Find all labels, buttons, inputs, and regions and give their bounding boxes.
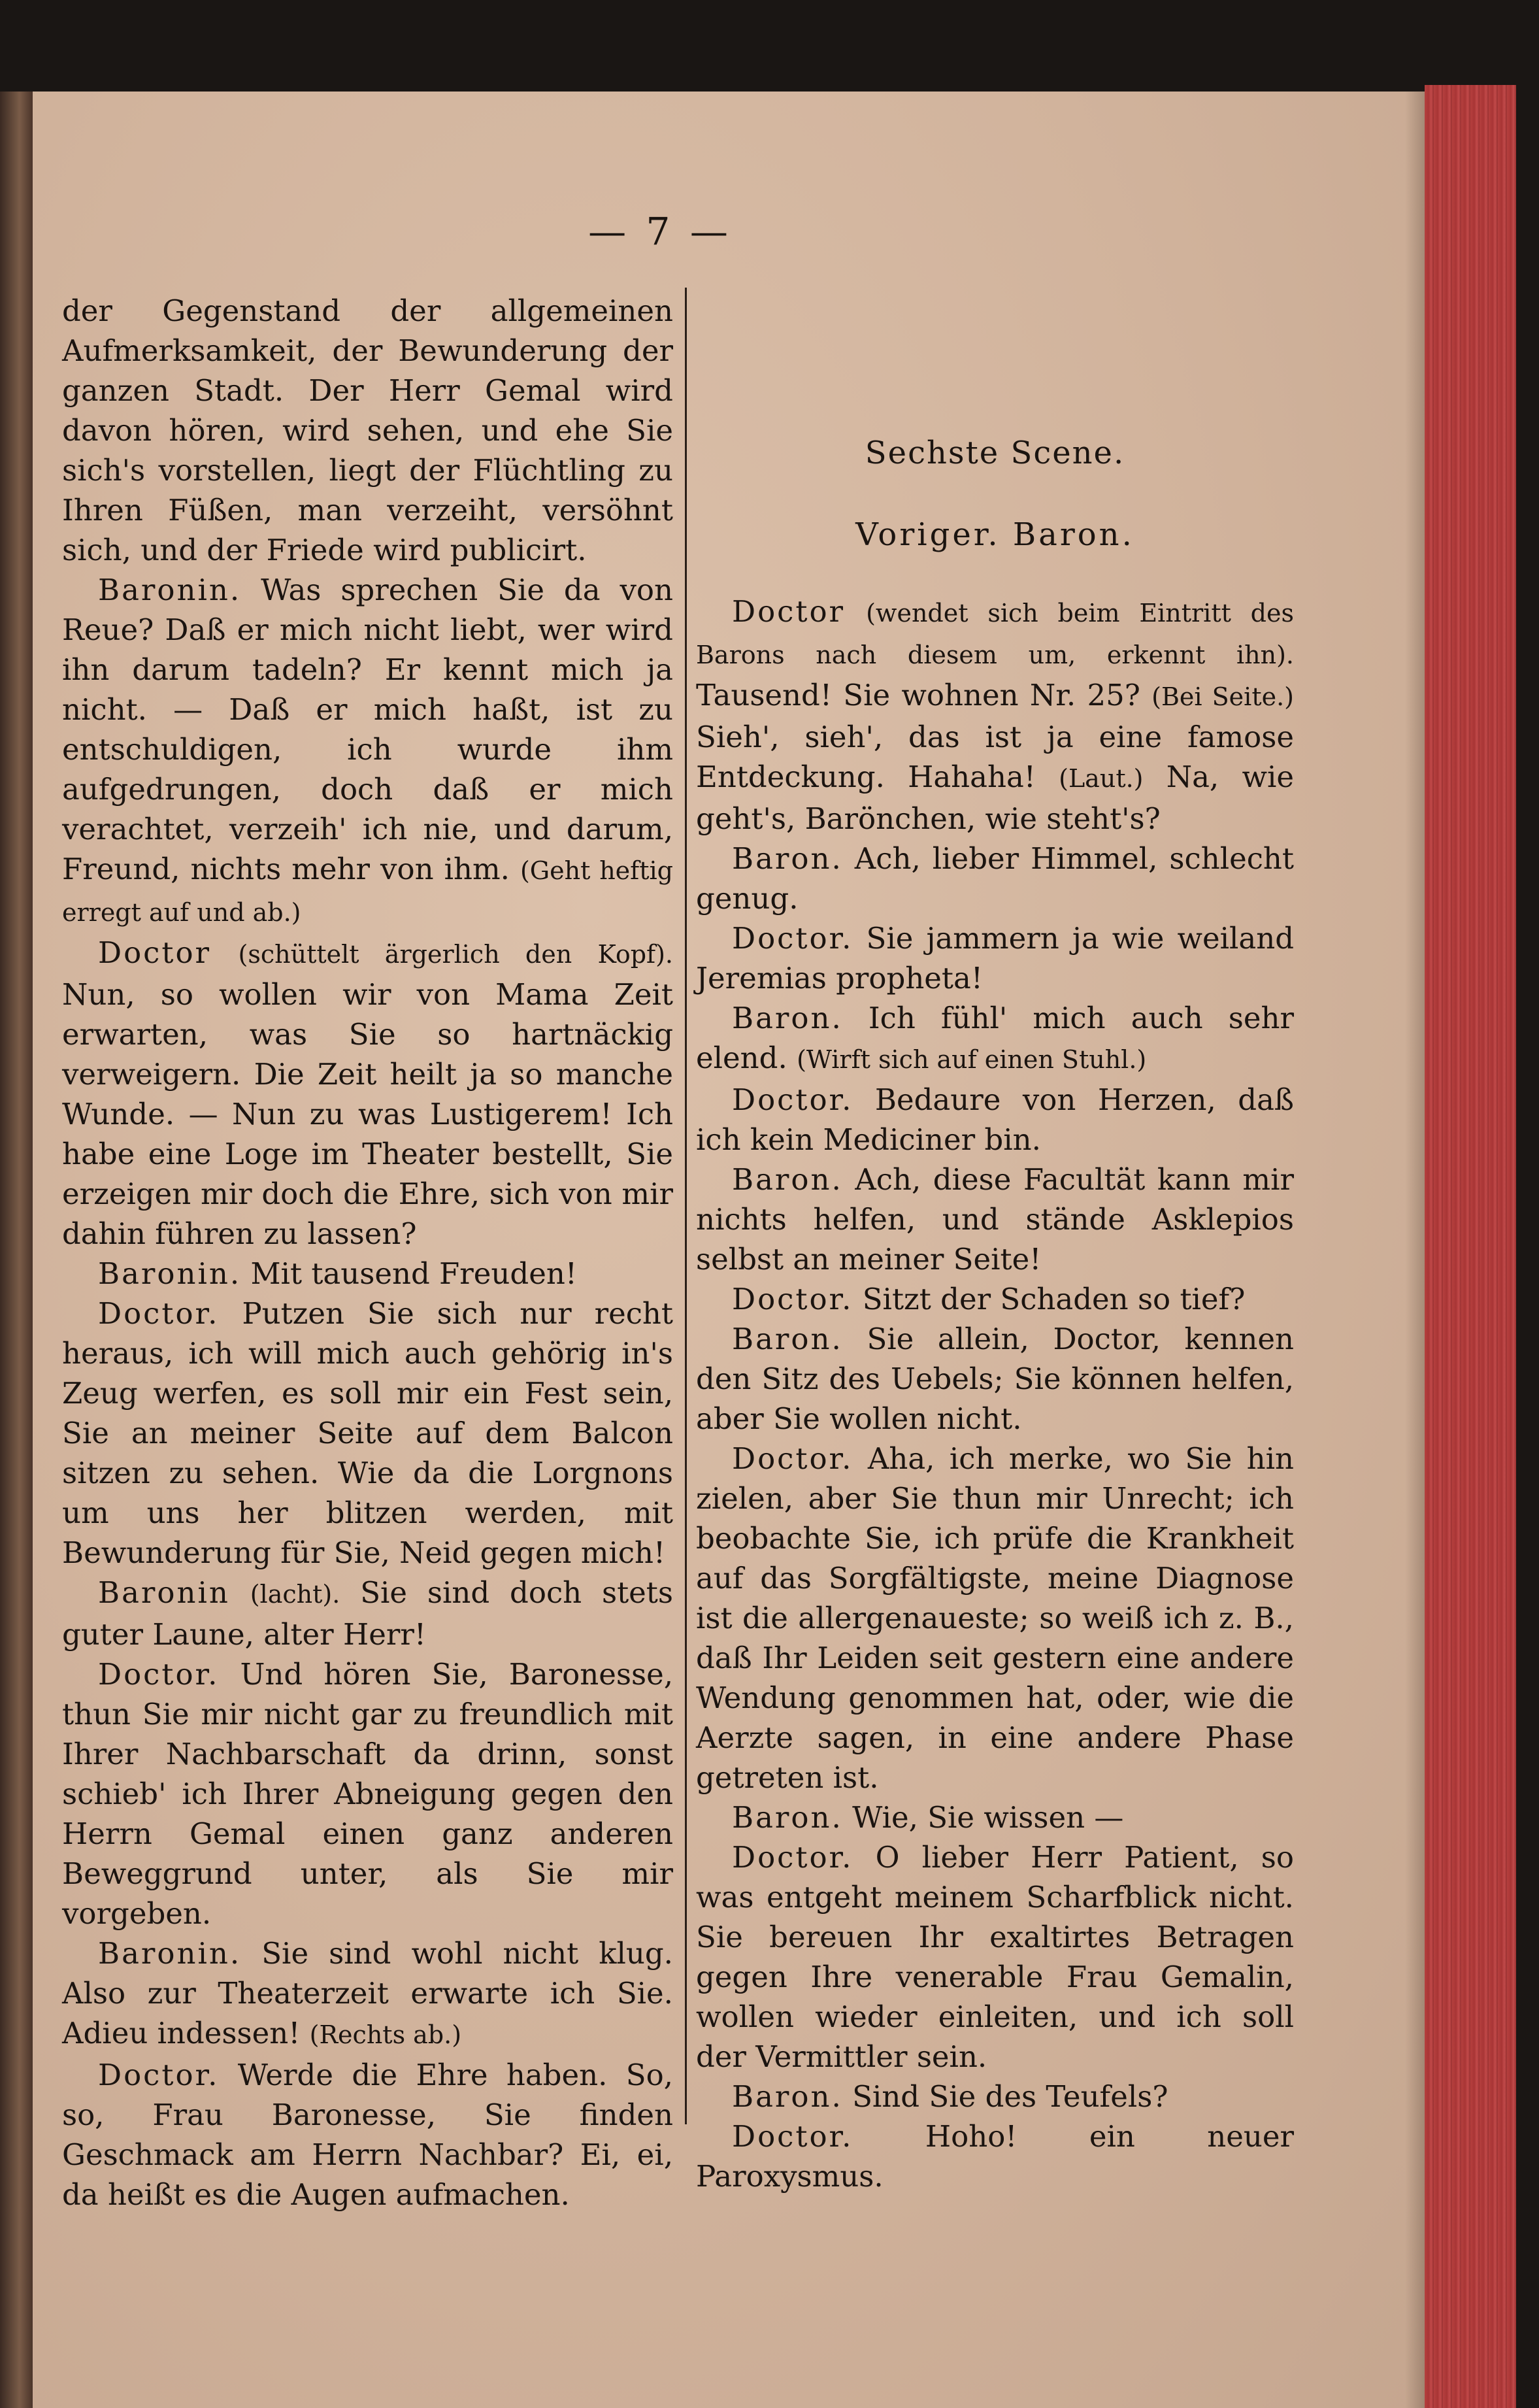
dialogue-text: Sind Sie des Teufels? <box>852 2079 1168 2114</box>
scene-persons: Voriger. Baron. <box>855 516 1134 553</box>
speaker-name: Doctor. <box>98 2058 220 2092</box>
dialogue-paragraph <box>696 2077 1294 2116</box>
dialogue-paragraph <box>62 2055 673 2215</box>
page-number: — 7 — <box>588 209 732 254</box>
dialogue-text: Bedaure von Herzen, daß ich kein Mediciner bin. <box>696 1082 1294 1157</box>
dialogue-text: O lieber Herr Patient, so was entgeht meinem Scharfblick nicht. Sie bereuen Ihr exaltirtes Betragen gegen Ihre venerable Frau Gemalin, wollen wieder einleiten, und ich soll der Vermittler sein. <box>696 1840 1294 2074</box>
dialogue-text: Sie sind wohl nicht klug. Also zur Theaterzeit erwarte ich Sie. Adieu indessen! <box>62 1936 673 2050</box>
dialogue-paragraph <box>696 1279 1294 1319</box>
dialogue-text: Sie sind doch stets guter Laune, alter Herr! <box>62 1575 673 1652</box>
dialogue-paragraph <box>696 1439 1294 1798</box>
dialogue-paragraph <box>62 1254 673 1294</box>
dialogue-text: Nun, so wollen wir von Mama Zeit erwarten, was Sie so hartnäckig verweigern. Die Zeit heilt ja so manche Wunde. — Nun zu was Lustigerem! Ich habe eine Loge im Theater bestellt, Sie erzeigen mir doch die Ehre, sich von mir dahin führen zu lassen? <box>62 977 673 1251</box>
dialogue-paragraph <box>696 998 1294 1080</box>
stage-direction: (Rechts ab.) <box>309 2020 462 2049</box>
speaker-name: Doctor. <box>732 2119 853 2154</box>
dialogue-text: der Gegenstand der allgemeinen Aufmerksamkeit, der Bewunderung der ganzen Stadt. Der Herr Gemal wird davon hören, wird sehen, und ehe Sie sich's vorstellen, liegt der Flüchtling zu Ihren Füßen, man verzeiht, versöhnt sich, und der Friede wird publicirt. <box>62 293 673 567</box>
dialogue-paragraph <box>696 592 1294 839</box>
dialogue-text: Und hören Sie, Baronesse, thun Sie mir nicht gar zu freundlich mit Ihrer Nachbarschaft da drinn, sonst schieb' ich Ihrer Abneigung gegen den Herrn Gemal einen ganz anderen Beweggrund unter, als Sie mir vorgeben. <box>62 1657 673 1931</box>
right-column <box>696 592 1294 2196</box>
dialogue-paragraph <box>62 1933 673 2055</box>
red-page-edges <box>1425 85 1516 2408</box>
previous-page-edge <box>0 92 33 2408</box>
speaker-name: Doctor. <box>732 1840 853 1875</box>
dialogue-text: Putzen Sie sich nur recht heraus, ich will mich auch gehörig in's Zeug werfen, es soll mir ein Fest sein, Sie an meiner Seite auf dem Balcon sitzen zu sehen. Wie da die Lorgnons um uns her blitzen werden, mit Bewunderung für Sie, Neid gegen mich! <box>62 1296 673 1570</box>
speaker-name: Baronin. <box>98 1256 242 1291</box>
dialogue-paragraph <box>696 1160 1294 1279</box>
dialogue-text: Sie allein, Doctor, kennen den Sitz des Uebels; Sie können helfen, aber Sie wollen nicht. <box>696 1322 1294 1436</box>
dialogue-paragraph <box>696 1080 1294 1160</box>
dialogue-paragraph <box>62 1573 673 1654</box>
dialogue-text: Ach, lieber Himmel, schlecht genug. <box>696 841 1294 916</box>
stage-direction: (Laut.) <box>1059 764 1144 793</box>
speaker-name: Doctor <box>98 935 212 970</box>
stage-direction: (wendet sich beim Eintritt des Barons nach diesem um, erkennt ihn). <box>696 599 1294 669</box>
dialogue-text: Aha, ich merke, wo Sie hin zielen, aber Sie thun mir Unrecht; ich beobachte Sie, ich prüfe die Krankheit auf das Sorgfältigste, meine Diagnose ist die allergenaueste; so weiß ich z. B., daß Ihr Leiden seit gestern eine andere Wendung genommen hat, oder, wie die Aerzte sagen, in eine andere Phase getreten ist. <box>696 1441 1295 1795</box>
left-column <box>62 291 673 2215</box>
speaker-name: Doctor. <box>98 1657 220 1692</box>
speaker-name: Doctor. <box>732 1082 853 1117</box>
dialogue-text: Werde die Ehre haben. So, so, Frau Baronesse, Sie finden Geschmack am Herrn Nachbar? Ei, ei, da heißt es die Augen aufmachen. <box>62 2058 673 2212</box>
dialogue-text: Hoho! ein neuer Paroxysmus. <box>696 2119 1294 2194</box>
dialogue-text: Sie jammern ja wie weiland Jeremias propheta! <box>696 921 1294 995</box>
scene-heading: Sechste Scene. <box>865 435 1125 471</box>
dialogue-paragraph <box>696 1837 1294 2077</box>
speaker-name: Baron. <box>732 2079 843 2114</box>
dialogue-paragraph <box>62 570 673 933</box>
speaker-name: Baronin. <box>98 573 242 607</box>
dialogue-paragraph <box>62 291 673 570</box>
dialogue-text: Na, wie geht's, Barönchen, wie steht's? <box>696 760 1294 836</box>
dialogue-paragraph <box>696 1798 1294 1837</box>
dialogue-text: Was sprechen Sie da von Reue? Daß er mich nicht liebt, wer wird ihn darum tadeln? Er kennt mich ja nicht. — Daß er mich haßt, ist zu entschuldigen, ich wurde ihm aufgedrungen, doch daß er mich verachtet, verzeih' ich nie, und darum, Freund, nichts mehr von ihm. <box>62 573 673 886</box>
dialogue-paragraph <box>696 918 1294 998</box>
column-divider <box>685 288 687 2124</box>
speaker-name: Baronin. <box>98 1936 242 1971</box>
dialogue-text: Wie, Sie wissen — <box>852 1800 1124 1835</box>
dialogue-text: Sieh', sieh', das ist ja eine famose Entdeckung. Hahaha! <box>696 720 1294 794</box>
speaker-name: Doctor <box>732 594 846 629</box>
stage-direction: (Geht heftig erregt auf und ab.) <box>62 856 673 927</box>
speaker-name: Baronin <box>98 1575 230 1610</box>
dialogue-text: Ich fühl' mich auch sehr elend. <box>696 1001 1294 1075</box>
stage-direction: (Wirft sich auf einen Stuhl.) <box>797 1045 1147 1074</box>
dialogue-text: Mit tausend Freuden! <box>250 1256 577 1291</box>
dialogue-paragraph <box>62 1294 673 1573</box>
stage-direction: (lacht). <box>250 1580 340 1609</box>
stage-direction: (Bei Seite.) <box>1151 682 1294 711</box>
speaker-name: Baron. <box>732 1162 843 1197</box>
dialogue-text: Sitzt der Schaden so tief? <box>862 1282 1246 1316</box>
speaker-name: Baron. <box>732 1001 843 1035</box>
speaker-name: Baron. <box>732 1322 843 1356</box>
speaker-name: Baron. <box>732 841 843 876</box>
dialogue-paragraph <box>696 1319 1294 1439</box>
dialogue-text: Ach, diese Facultät kann mir nichts helfen, und stände Asklepios selbst an meiner Seite! <box>696 1162 1294 1277</box>
dialogue-paragraph <box>696 2116 1294 2196</box>
speaker-name: Doctor. <box>732 1282 853 1316</box>
speaker-name: Doctor. <box>98 1296 220 1331</box>
speaker-name: Doctor. <box>732 1441 853 1476</box>
dialogue-paragraph <box>62 933 673 1254</box>
dialogue-text: Tausend! Sie wohnen Nr. 25? <box>696 678 1140 712</box>
stage-direction: (schüttelt ärgerlich den Kopf). <box>238 940 673 969</box>
speaker-name: Baron. <box>732 1800 843 1835</box>
dialogue-paragraph <box>62 1654 673 1933</box>
speaker-name: Doctor. <box>732 921 853 956</box>
dialogue-paragraph <box>696 839 1294 918</box>
